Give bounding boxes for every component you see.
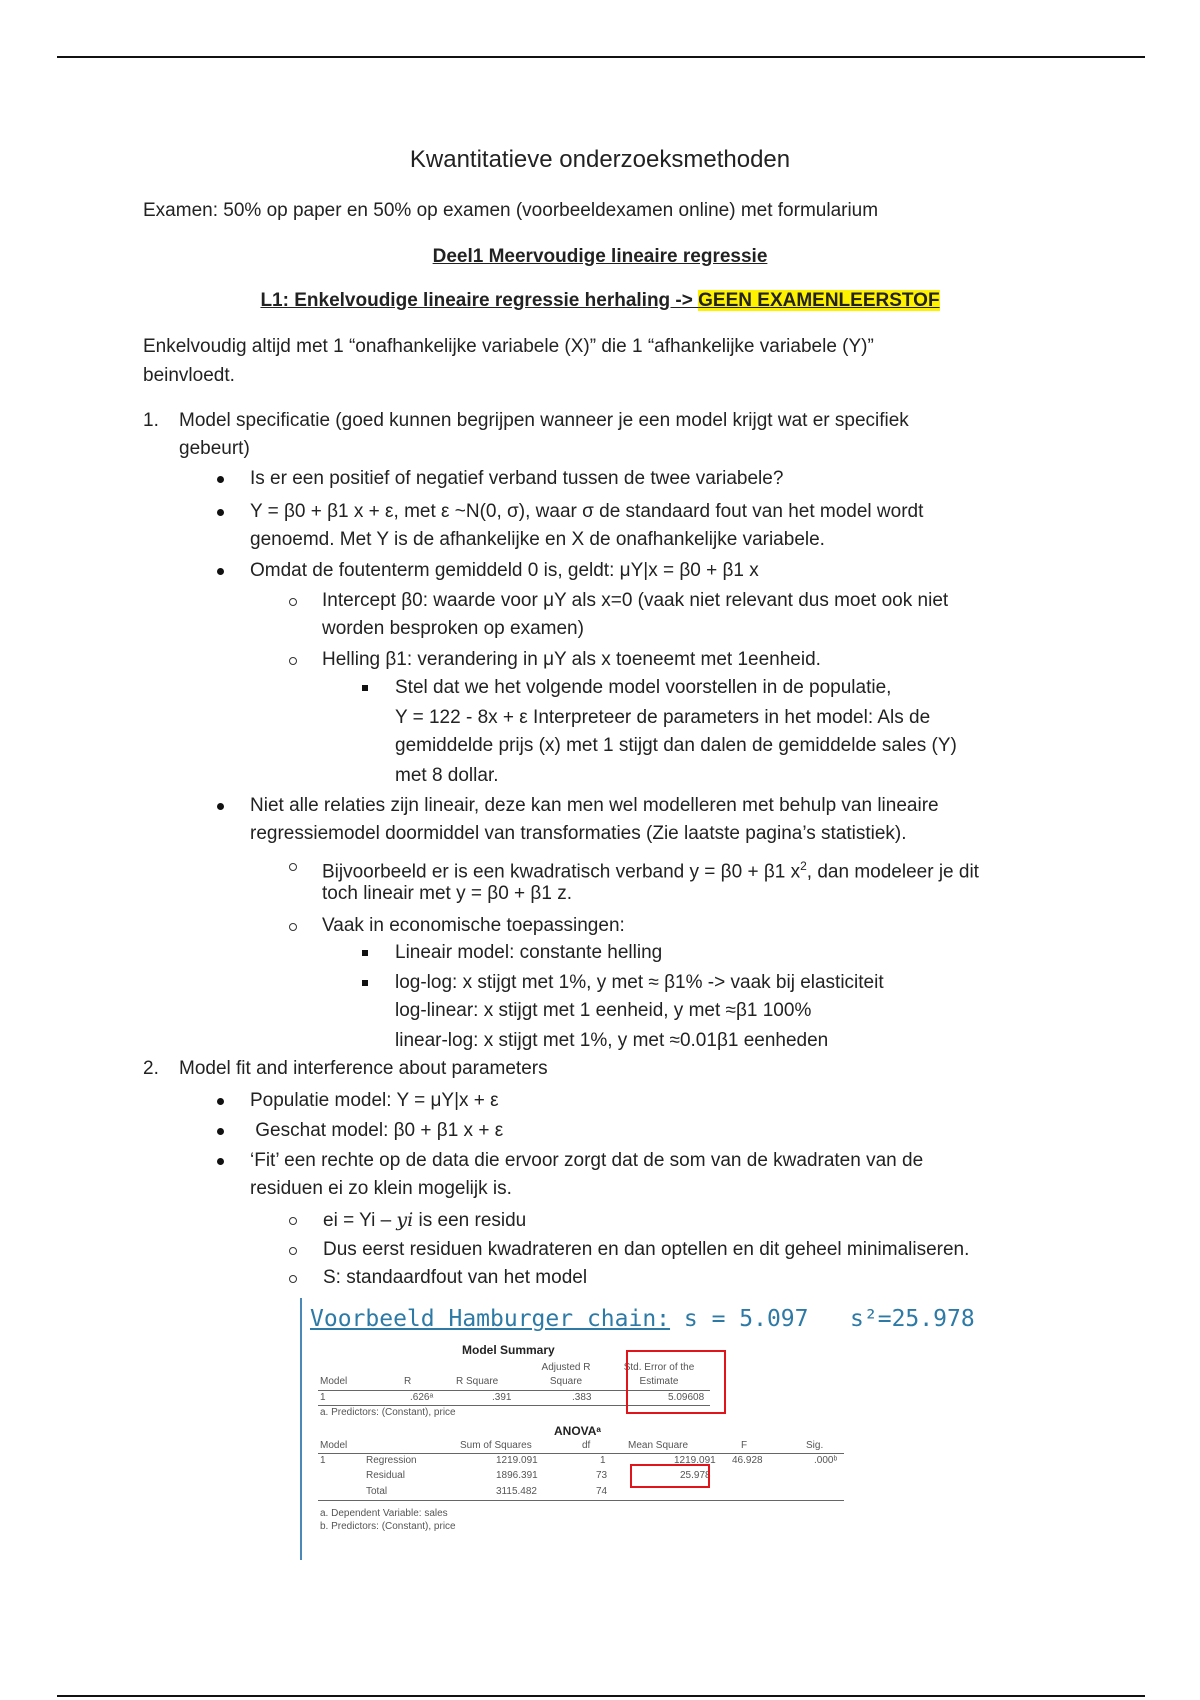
anova-row1-model: 1: [320, 1455, 326, 1466]
intro-paragraph: Enkelvoudig altijd met 1 “onafhankelijke variabele (X)” die 1 “afhankelijke variabele (Y)” beinvloedt.: [143, 336, 874, 386]
anova-row1-sig: .000ᵇ: [814, 1455, 838, 1466]
square-marker: [362, 674, 372, 702]
item1-sub3-text-a: Bijvoorbeeld er is een kwadratisch verband y = β0 + β1 x: [322, 861, 801, 883]
footer-rule: [57, 1695, 1145, 1697]
item2-sub1-text-a: ei = Yi –: [323, 1210, 397, 1231]
item1-sub1-line2: worden besproken op examen): [322, 618, 584, 639]
item1-sub3-line2: toch lineair met y = β0 + β1 z.: [322, 883, 572, 904]
ms-footnote: a. Predictors: (Constant), price: [320, 1407, 456, 1418]
anova-header-df: df: [582, 1440, 591, 1451]
anova-row1-df: 1: [600, 1455, 606, 1466]
anova-row2-source: Residual: [366, 1470, 405, 1481]
item2-bullet3-line2: residuen ei zo klein mogelijk is.: [250, 1178, 512, 1199]
anova-row1-ss: 1219.091: [496, 1455, 538, 1466]
ms-header-rsquare: R Square: [456, 1376, 499, 1387]
bullet-marker: [217, 1087, 227, 1115]
exponent: 2: [800, 859, 807, 873]
item1-sub4: Vaak in economische toepassingen:: [322, 915, 625, 936]
item1-subsub2: Lineair model: constante helling: [395, 942, 663, 963]
item1-bullet3: Omdat de foutenterm gemiddeld 0 is, geldt: μY|x = β0 + β1 x: [250, 560, 759, 581]
document-title: Kwantitatieve onderzoeksmethoden: [409, 146, 791, 173]
square-marker: [362, 939, 372, 967]
item1-sub1-line1: Intercept β0: waarde voor μY als x=0 (vaak niet relevant dus moet ook niet: [322, 590, 949, 611]
item1-bullet2-line2: genoemd. Met Y is de afhankelijke en X de onafhankelijke variabele.: [250, 529, 825, 550]
exam-info: Examen: 50% op paper en 50% op examen (voorbeeldexamen online) met formularium: [143, 200, 879, 221]
anova-row2-ms: 25.978: [680, 1470, 711, 1481]
anova-row1-f: 46.928: [732, 1455, 763, 1466]
item1-subsub1-line1: Stel dat we het volgende model voorstellen in de populatie,: [395, 677, 892, 698]
anova-footnote-a: a. Dependent Variable: sales: [320, 1508, 448, 1519]
item2-sub3: S: standaardfout van het model: [323, 1267, 588, 1288]
anova-row1-ms: 1219.091: [674, 1455, 716, 1466]
item1-subsub3-line1: log-log: x stijgt met 1%, y met ≈ β1% -> vaak bij elasticiteit: [395, 972, 884, 993]
part-heading: Deel1 Meervoudige lineaire regressie: [432, 246, 768, 267]
item1-subsub3-line3: linear-log: x stijgt met 1%, y met ≈0.01β1 eenheden: [395, 1030, 829, 1051]
circle-marker: [289, 852, 299, 880]
bullet-marker: [217, 1147, 227, 1175]
item2-bullet2: Geschat model: β0 + β1 x + ε: [250, 1120, 504, 1141]
item2-bullet3-line1: ‘Fit’ een rechte op de data die ervoor zorgt dat de som van de kwadraten van de: [250, 1150, 924, 1171]
anova-header-f: F: [741, 1440, 748, 1451]
anova-title: ANOVAᵃ: [554, 1424, 601, 1438]
ms-header-model: Model: [320, 1376, 348, 1387]
circle-marker: [289, 646, 299, 674]
list-number-1: 1.: [143, 410, 159, 431]
table-rule: [318, 1500, 844, 1501]
circle-marker: [289, 912, 299, 940]
ms-header-r: R: [404, 1376, 412, 1387]
ms-header-adjusted: Adjusted R Square: [541, 1362, 591, 1387]
lesson-heading-highlight: GEEN EXAMENLEERSTOF: [698, 290, 940, 311]
bullet-marker: [217, 557, 227, 585]
item2-sub1-italic: yi: [396, 1209, 414, 1231]
anova-row1-source: Regression: [366, 1455, 417, 1466]
item1-line2: gebeurt): [179, 438, 250, 459]
lesson-heading: [0, 286, 1200, 315]
item1-sub3-text-b: , dan modeleer je dit: [806, 861, 979, 883]
model-summary-title: Model Summary: [462, 1343, 555, 1357]
list-number-2: 2.: [143, 1058, 159, 1079]
circle-marker: [289, 1264, 299, 1292]
anova-row3-df: 74: [596, 1486, 608, 1497]
item1-sub2: Helling β1: verandering in μY als x toeneemt met 1eenheid.: [322, 649, 821, 670]
item1-subsub1-line2: Y = 122 - 8x + ε Interpreteer de parameters in het model: Als de: [395, 707, 931, 728]
item1-subsub3-line2: log-linear: x stijgt met 1 eenheid, y met ≈β1 100%: [395, 1000, 812, 1021]
circle-marker: [289, 1236, 299, 1264]
ms-cell-adjusted: .383: [572, 1392, 592, 1403]
item2-sub1: [323, 1206, 526, 1235]
ms-cell-rsquare: .391: [492, 1392, 512, 1403]
anova-row3-ss: 3115.482: [496, 1486, 537, 1497]
anova-header-sig: Sig.: [806, 1440, 824, 1451]
highlight-box: [630, 1464, 710, 1488]
anova-header-ms: Mean Square: [628, 1440, 689, 1451]
item2-sub1-text-b: is een residu: [413, 1210, 527, 1231]
anova-header-model: Model: [320, 1440, 348, 1451]
anova-row2-ss: 1896.391: [496, 1470, 538, 1481]
ms-cell-std-error: 5.09608: [668, 1392, 705, 1403]
anova-row3-source: Total: [366, 1486, 388, 1497]
anova-footnote-b: b. Predictors: (Constant), price: [320, 1521, 456, 1532]
item1-bullet1: Is er een positief of negatief verband tussen de twee variabele?: [250, 468, 784, 489]
ms-header-std-error: Std. Error of the Estimate: [623, 1362, 695, 1387]
header-rule: [57, 56, 1145, 58]
ms-cell-model: 1: [320, 1392, 326, 1403]
circle-marker: [289, 1206, 299, 1234]
anova-header-ss: Sum of Squares: [460, 1440, 532, 1451]
bullet-marker: [217, 792, 227, 820]
item2-sub2: Dus eerst residuen kwadrateren en dan optellen en dit geheel minimaliseren.: [323, 1239, 970, 1260]
item2-bullet1: Populatie model: Y = μY|x + ε: [250, 1090, 499, 1111]
bullet-marker: [217, 498, 227, 526]
item1-bullet4-line2: regressiemodel doormiddel van transformaties (Zie laatste pagina’s statistiek).: [250, 823, 907, 844]
item1-bullet2-line1: Y = β0 + β1 x + ε, met ε ~N(0, σ), waar σ de standaard fout van het model wordt: [250, 501, 924, 522]
figure-title: [310, 1306, 975, 1332]
figure-side-bar: [300, 1298, 302, 1560]
highlight-box: [626, 1350, 726, 1414]
item1-subsub1-line4: met 8 dollar.: [395, 765, 499, 786]
anova-row2-df: 73: [596, 1470, 608, 1481]
figure-title-values: s = 5.097 s²=25.978: [670, 1306, 975, 1332]
bullet-marker: [217, 465, 227, 493]
table-rule: [318, 1453, 844, 1454]
square-marker: [362, 969, 372, 997]
item1-line1: Model specificatie (goed kunnen begrijpen wanneer je een model krijgt wat er specifiek: [179, 410, 909, 431]
item1-bullet4-line1: Niet alle relaties zijn lineair, deze kan men wel modelleren met behulp van lineaire: [250, 795, 939, 816]
item1-subsub1-line3: gemiddelde prijs (x) met 1 stijgt dan dalen de gemiddelde sales (Y): [395, 735, 957, 756]
figure-title-link: Voorbeeld Hamburger chain:: [310, 1306, 671, 1332]
item2-line1: Model fit and interference about parameters: [179, 1058, 548, 1079]
spss-output-figure: [300, 1298, 975, 1560]
bullet-marker: [217, 1117, 227, 1145]
ms-cell-r: .626ᵃ: [410, 1392, 434, 1403]
circle-marker: [289, 587, 299, 615]
lesson-heading-text: L1: Enkelvoudige lineaire regressie herhaling ->: [260, 290, 699, 311]
